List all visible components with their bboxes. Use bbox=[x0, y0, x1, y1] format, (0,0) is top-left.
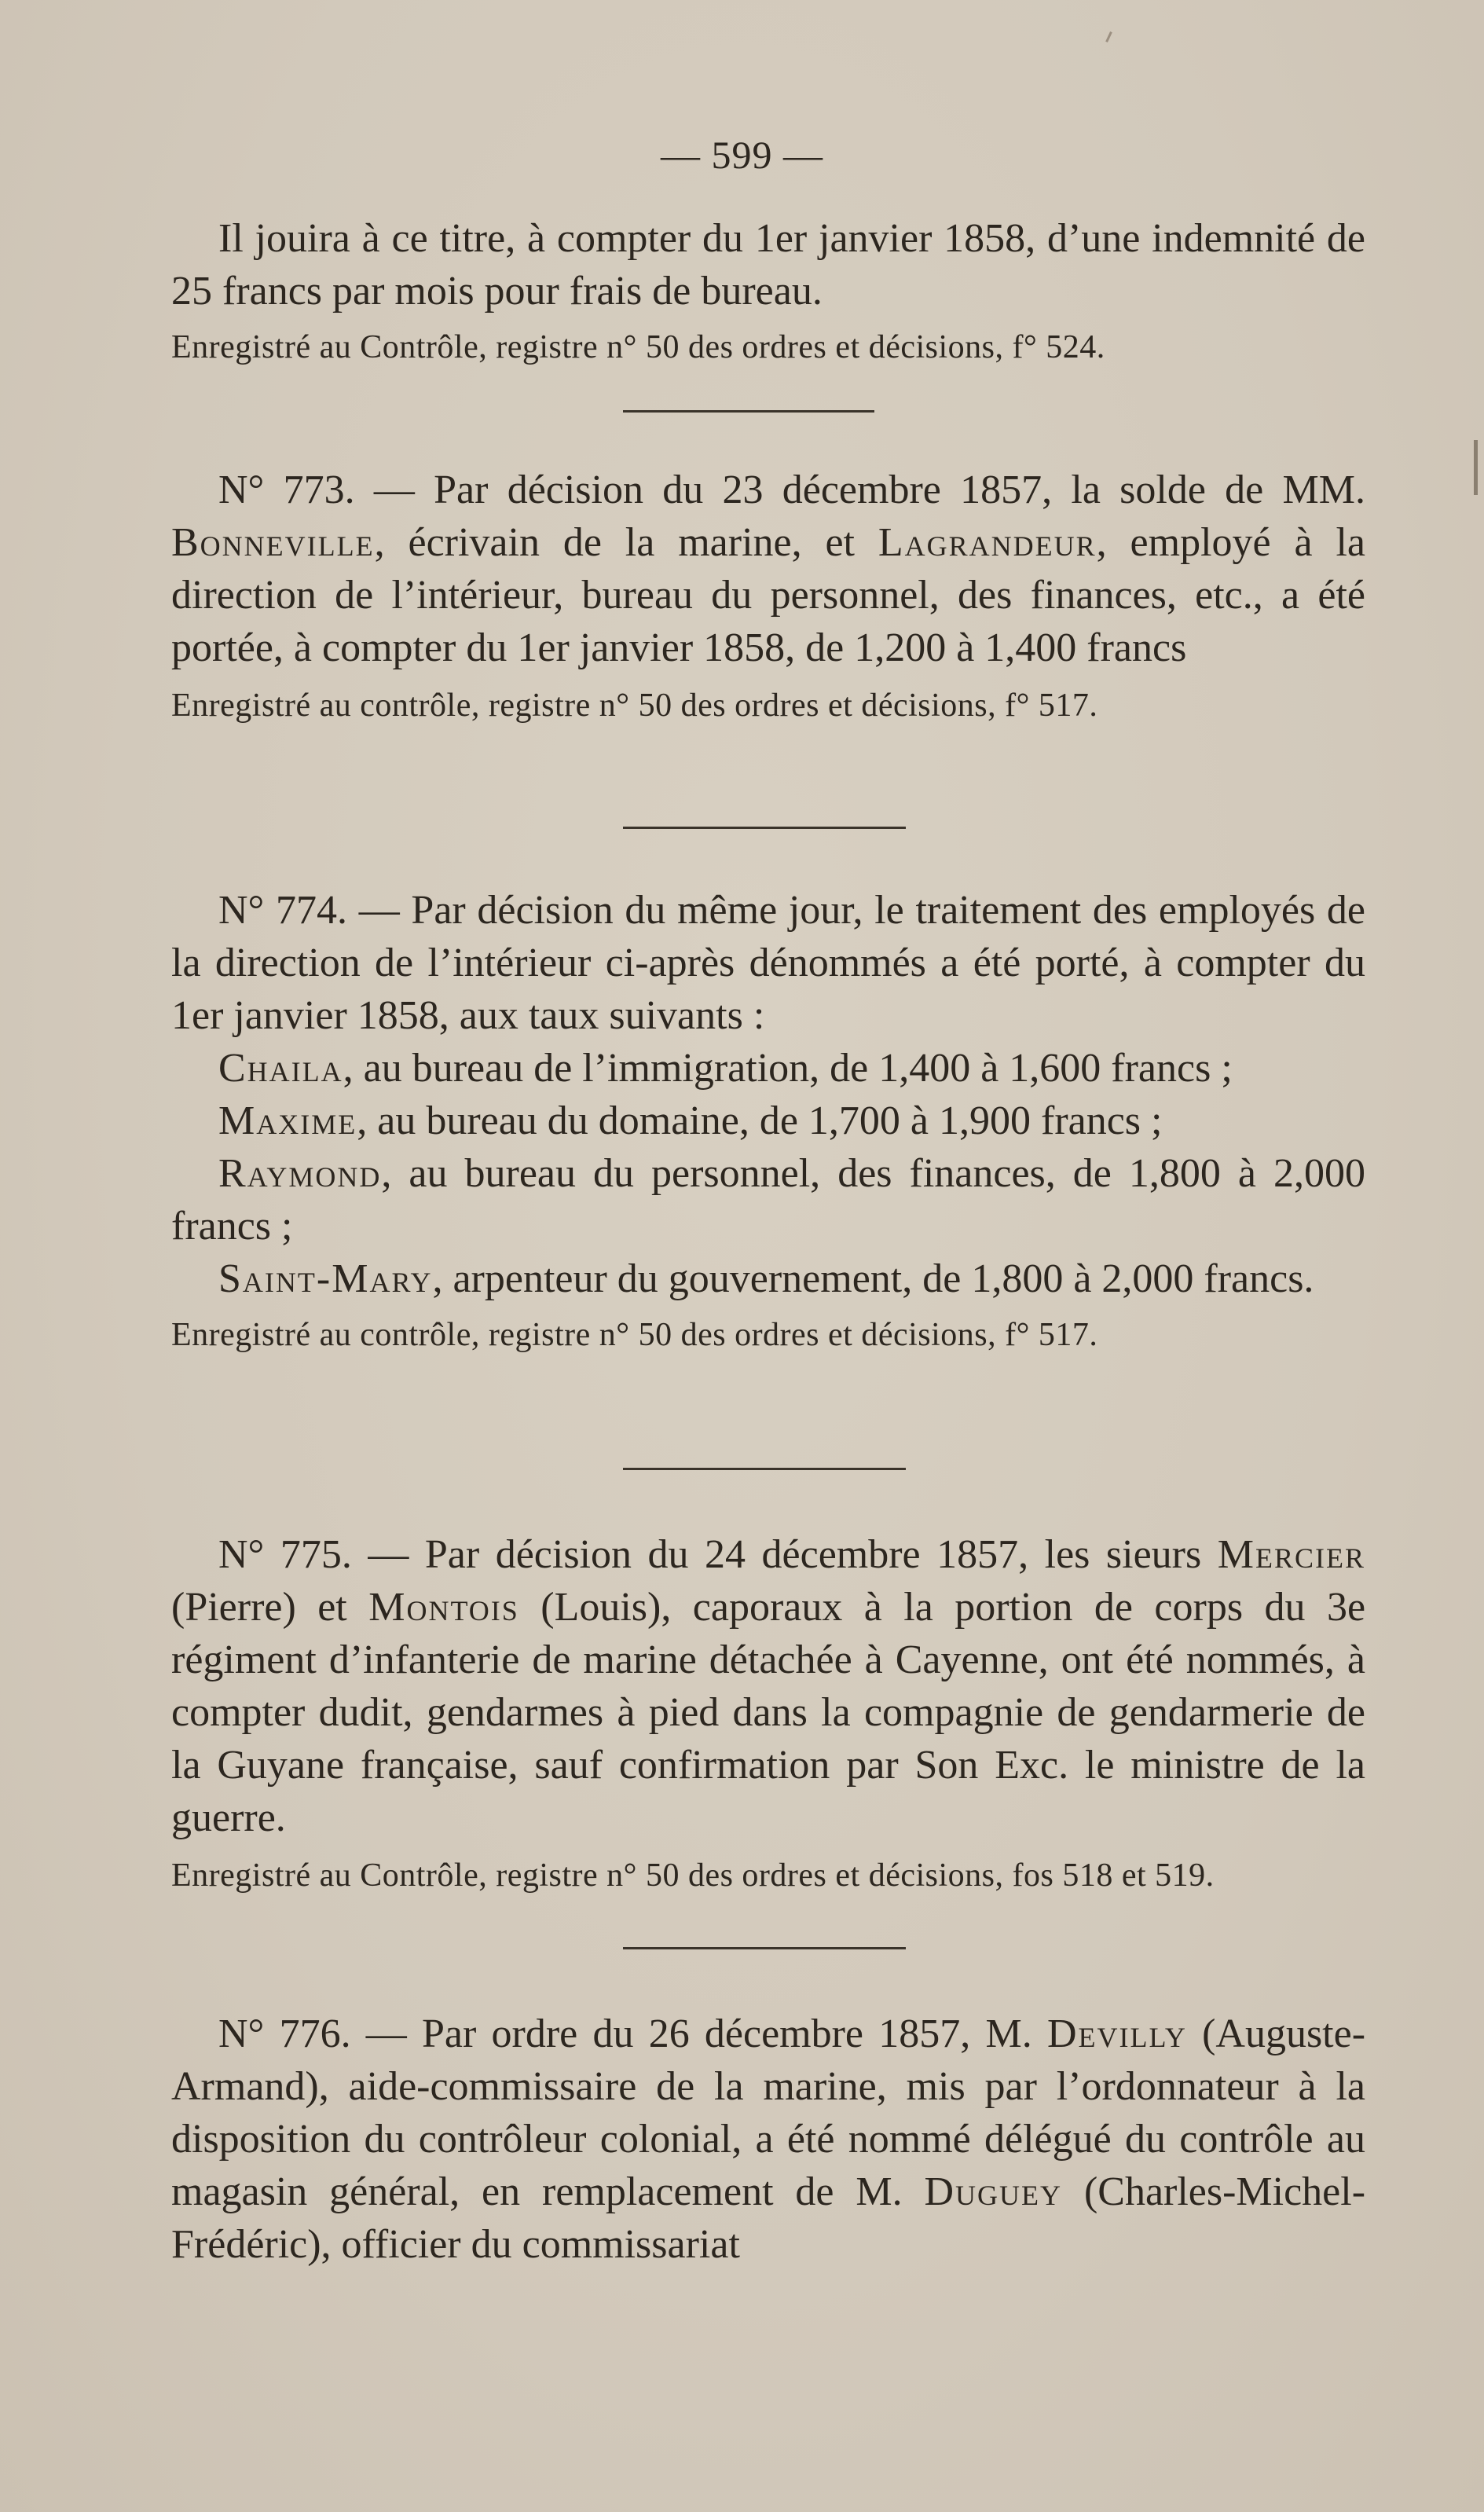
entry-776-tail: (Charles-Michel-Frédéric), officier du commissariat bbox=[171, 2169, 1366, 2267]
separator-rule bbox=[623, 1947, 906, 1949]
separator-rule bbox=[623, 1468, 906, 1470]
entry-774-item-raymond bbox=[171, 1147, 1365, 1252]
entry-774-item-raymond-text: , au bureau du personnel, des finances, de 1,800 à 2,000 francs ; bbox=[171, 1151, 1365, 1249]
intro-paragraph: Il jouira à ce titre, à compter du 1er janvier 1858, d’une indemnité de 25 francs par mois pour frais de bureau. bbox=[171, 216, 1365, 314]
separator-rule bbox=[623, 827, 906, 829]
entry-776-name-devilly: Devilly bbox=[1046, 2011, 1187, 2056]
entry-774-name-raymond: Raymond bbox=[218, 1151, 382, 1196]
page-edge-mark bbox=[1474, 440, 1478, 495]
entry-776-name-duguey: Duguey bbox=[924, 2169, 1063, 2214]
entry-773-register-note: Enregistré au contrôle, registre n° 50 des ordres et décisions, f° 517. bbox=[171, 688, 1098, 724]
entry-773-tail: , employé à la direction de l’intérieur, bureau du personnel, des finances, etc., a été portée, à compter du 1er janvier 1858, de 1,200 à 1,400 francs bbox=[171, 520, 1365, 670]
intro-register-note: Enregistré au Contrôle, registre n° 50 des ordres et décisions, f° 524. bbox=[171, 329, 1105, 365]
entry-774-item-saint-mary-text: , arpenteur du gouvernement, de 1,800 à 2,000 francs. bbox=[432, 1256, 1314, 1301]
separator-rule bbox=[623, 410, 874, 413]
entry-774-item-chaila-text: , au bureau de l’immigration, de 1,400 à 1,600 francs ; bbox=[343, 1046, 1233, 1091]
entry-775-mid: (Pierre) et bbox=[171, 1585, 347, 1630]
entry-776-paragraph bbox=[171, 2008, 1365, 2271]
entry-775-lead: N° 775. — Par décision du 24 décembre 1857, les sieurs bbox=[218, 1532, 1202, 1577]
entry-774-item-maxime-text: , au bureau du domaine, de 1,700 à 1,900 francs ; bbox=[357, 1098, 1163, 1143]
intro-block bbox=[171, 212, 1365, 370]
entry-774-register-note: Enregistré au contrôle, registre n° 50 des ordres et décisions, f° 517. bbox=[171, 1317, 1098, 1353]
entry-773 bbox=[171, 464, 1365, 728]
entry-776 bbox=[171, 2008, 1365, 2271]
entry-775-tail: (Louis), caporaux à la portion de corps du 3e régiment d’infanterie de marine détachée à Cayenne, ont été nommés, à compter dudit, gendarmes à pied dans la compagnie de gendarmerie de la Guyane française, sauf confirmation par Son Exc. le ministre de la guerre. bbox=[171, 1585, 1366, 1840]
entry-774-lead: N° 774. — Par décision du même jour, le traitement des employés de la direction de l’intérieur ci-après dénommés a été porté, à compter du 1er janvier 1858, aux taux suivants : bbox=[171, 888, 1365, 1038]
entry-773-mid: , écrivain de la marine, et bbox=[374, 520, 856, 565]
entry-776-lead: N° 776. — Par ordre du 26 décembre 1857, M. bbox=[218, 2011, 1032, 2056]
entry-774-item-saint-mary bbox=[171, 1252, 1365, 1305]
entry-775 bbox=[171, 1528, 1365, 1898]
entry-774-name-chaila: Chaila bbox=[218, 1046, 343, 1091]
entry-773-lead: N° 773. — Par décision du 23 décembre 1857, la solde de MM. bbox=[218, 468, 1365, 512]
entry-774-item-maxime bbox=[171, 1095, 1365, 1147]
entry-775-register-note: Enregistré au Contrôle, registre n° 50 des ordres et décisions, fos 518 et 519. bbox=[171, 1857, 1215, 1894]
entry-773-paragraph bbox=[171, 464, 1365, 674]
paper-speck bbox=[1105, 31, 1112, 42]
entry-774-item-chaila bbox=[171, 1042, 1365, 1095]
entry-774-name-saint-mary: Saint-Mary bbox=[218, 1256, 433, 1301]
entry-775-name-mercier: Mercier bbox=[1217, 1532, 1365, 1577]
entry-775-paragraph bbox=[171, 1528, 1365, 1844]
page-number: — 599 — bbox=[661, 133, 823, 177]
entry-773-name-lagrandeur: Lagrandeur bbox=[878, 520, 1097, 565]
entry-773-name-bonneville: Bonneville bbox=[171, 520, 375, 565]
entry-774-name-maxime: Maxime bbox=[218, 1098, 357, 1143]
entry-775-name-montois: Montois bbox=[368, 1585, 519, 1630]
entry-776-mid: (Auguste-Armand), aide-commissaire de la marine, mis par l’ordonnateur à la disposition du contrôleur colonial, a été nommé délégué du contrôle au magasin général, en remplacement de M. bbox=[171, 2011, 1366, 2214]
entry-774 bbox=[171, 884, 1365, 1358]
